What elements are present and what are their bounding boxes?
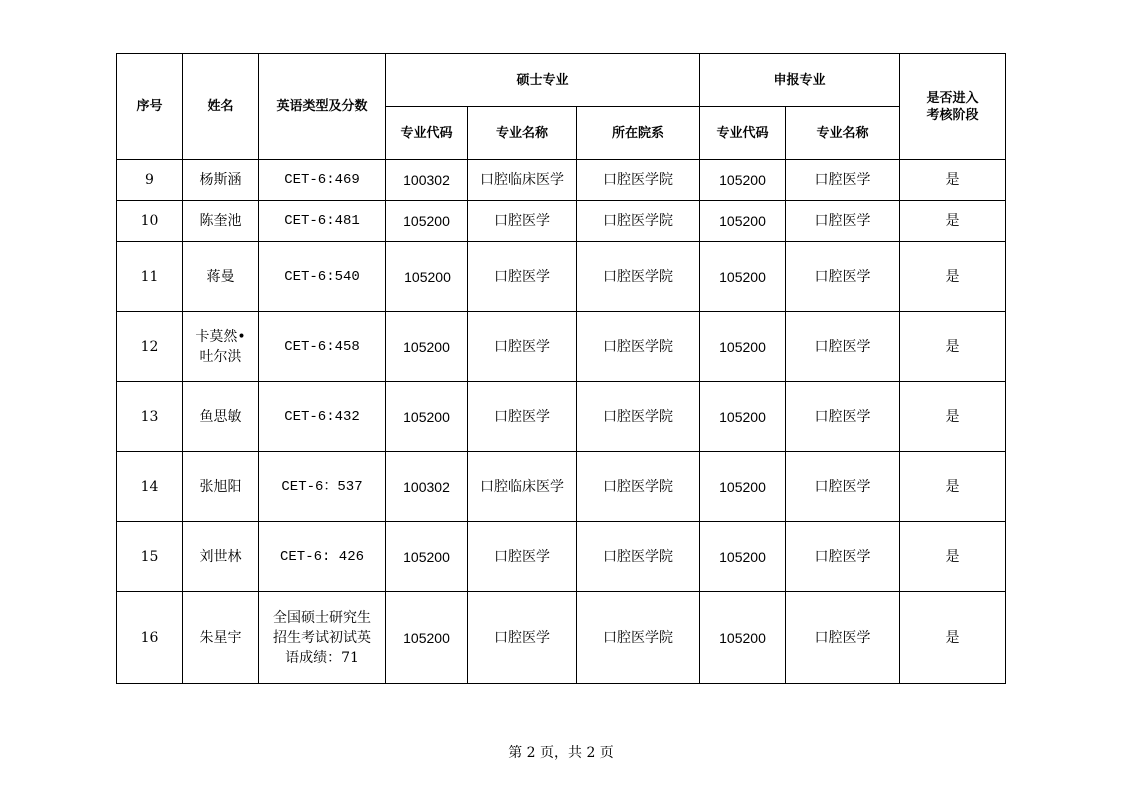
cell-master-dept: 口腔医学院: [577, 160, 700, 201]
cell-english: CET-6:481: [259, 201, 386, 242]
admission-table: [116, 53, 1006, 684]
cell-name: 鱼思敏: [183, 382, 259, 452]
cell-name: 陈奎池: [183, 201, 259, 242]
cell-master-code: 100302: [386, 452, 468, 522]
cell-name: 刘世林: [183, 522, 259, 592]
cell-english: CET-6:458: [259, 312, 386, 382]
table-row: [117, 201, 1006, 242]
cell-master-name: 口腔医学: [468, 242, 577, 312]
cell-seq: 16: [117, 592, 183, 684]
cell-apply-code: 105200: [700, 452, 786, 522]
cell-apply-name: 口腔医学: [786, 452, 900, 522]
cell-seq: 11: [117, 242, 183, 312]
cell-master-code: 105200: [386, 592, 468, 684]
table-row: [117, 592, 1006, 684]
cell-master-code-text: 105200: [404, 268, 451, 285]
cell-master-code: 105200: [386, 382, 468, 452]
cell-master-name: 口腔临床医学: [468, 452, 577, 522]
cell-name: 卡莫然• 吐尔洪: [183, 312, 259, 382]
cell-master-code: 100302: [386, 160, 468, 201]
cell-english: CET-6:432: [259, 382, 386, 452]
header-seq: 序号: [117, 54, 183, 160]
cell-apply-name: 口腔医学: [786, 201, 900, 242]
cell-english: CET-6:540: [259, 242, 386, 312]
cell-apply-code: 105200: [700, 242, 786, 312]
cell-name: 朱星宇: [183, 592, 259, 684]
cell-enter: 是: [900, 312, 1006, 382]
table-row: [117, 160, 1006, 201]
cell-apply-name: 口腔医学: [786, 312, 900, 382]
cell-master-dept: 口腔医学院: [577, 201, 700, 242]
cell-seq: 12: [117, 312, 183, 382]
cell-seq: 10: [117, 201, 183, 242]
cell-apply-code: 105200: [700, 312, 786, 382]
cell-apply-name: 口腔医学: [786, 160, 900, 201]
table-row: [117, 242, 1006, 312]
cell-seq: 9: [117, 160, 183, 201]
header-master-name: 专业名称: [468, 107, 577, 160]
cell-master-dept: 口腔医学院: [577, 382, 700, 452]
header-apply-name: 专业名称: [786, 107, 900, 160]
cell-apply-code: 105200: [700, 201, 786, 242]
cell-master-dept: 口腔医学院: [577, 312, 700, 382]
cell-master-dept: 口腔医学院: [577, 522, 700, 592]
cell-enter: 是: [900, 522, 1006, 592]
cell-enter: 是: [900, 382, 1006, 452]
cell-name: 蒋曼: [183, 242, 259, 312]
table-row: [117, 522, 1006, 592]
header-english: 英语类型及分数: [259, 54, 386, 160]
cell-master-dept: 口腔医学院: [577, 592, 700, 684]
cell-seq: 15: [117, 522, 183, 592]
page-footer: 第 2 页，共 2 页: [508, 745, 614, 761]
cell-master-name: 口腔临床医学: [468, 160, 577, 201]
header-master-code: 专业代码: [386, 107, 468, 160]
header-apply-code: 专业代码: [700, 107, 786, 160]
cell-name: 张旭阳: [183, 452, 259, 522]
cell-apply-code: 105200: [700, 382, 786, 452]
cell-master-name: 口腔医学: [468, 522, 577, 592]
cell-apply-name: 口腔医学: [786, 522, 900, 592]
header-master-major: 硕士专业: [386, 54, 700, 107]
cell-master-code: 105200: [386, 522, 468, 592]
cell-apply-name: 口腔医学: [786, 592, 900, 684]
table-row: [117, 312, 1006, 382]
cell-master-dept: 口腔医学院: [577, 452, 700, 522]
cell-master-code: [386, 242, 468, 312]
table-row: [117, 452, 1006, 522]
cell-master-name: 口腔医学: [468, 592, 577, 684]
cell-enter: 是: [900, 452, 1006, 522]
header-row-1: [117, 54, 1006, 107]
header-enter-stage: 是否进入 考核阶段: [900, 54, 1006, 160]
cell-master-code: 105200: [386, 201, 468, 242]
cell-seq: 13: [117, 382, 183, 452]
cell-apply-code: 105200: [700, 592, 786, 684]
cell-enter: 是: [900, 592, 1006, 684]
cell-enter: 是: [900, 160, 1006, 201]
cell-master-name: 口腔医学: [468, 201, 577, 242]
header-apply-major: 申报专业: [700, 54, 900, 107]
cell-english: CET-6：537: [259, 452, 386, 522]
cell-enter: 是: [900, 201, 1006, 242]
cell-apply-name: 口腔医学: [786, 382, 900, 452]
cell-apply-code: 105200: [700, 160, 786, 201]
cell-enter: 是: [900, 242, 1006, 312]
cell-english: CET-6:469: [259, 160, 386, 201]
cell-master-dept: 口腔医学院: [577, 242, 700, 312]
cell-apply-code: 105200: [700, 522, 786, 592]
cell-english: 全国硕士研究生 招生考试初试英 语成绩：71: [259, 592, 386, 684]
cell-english: CET-6: 426: [259, 522, 386, 592]
cell-name: 杨斯涵: [183, 160, 259, 201]
cell-apply-name: 口腔医学: [786, 242, 900, 312]
cell-seq: 14: [117, 452, 183, 522]
table-row: [117, 382, 1006, 452]
cell-master-name: 口腔医学: [468, 312, 577, 382]
header-name: 姓名: [183, 54, 259, 160]
cell-master-name: 口腔医学: [468, 382, 577, 452]
cell-master-code: 105200: [386, 312, 468, 382]
header-master-dept: 所在院系: [577, 107, 700, 160]
